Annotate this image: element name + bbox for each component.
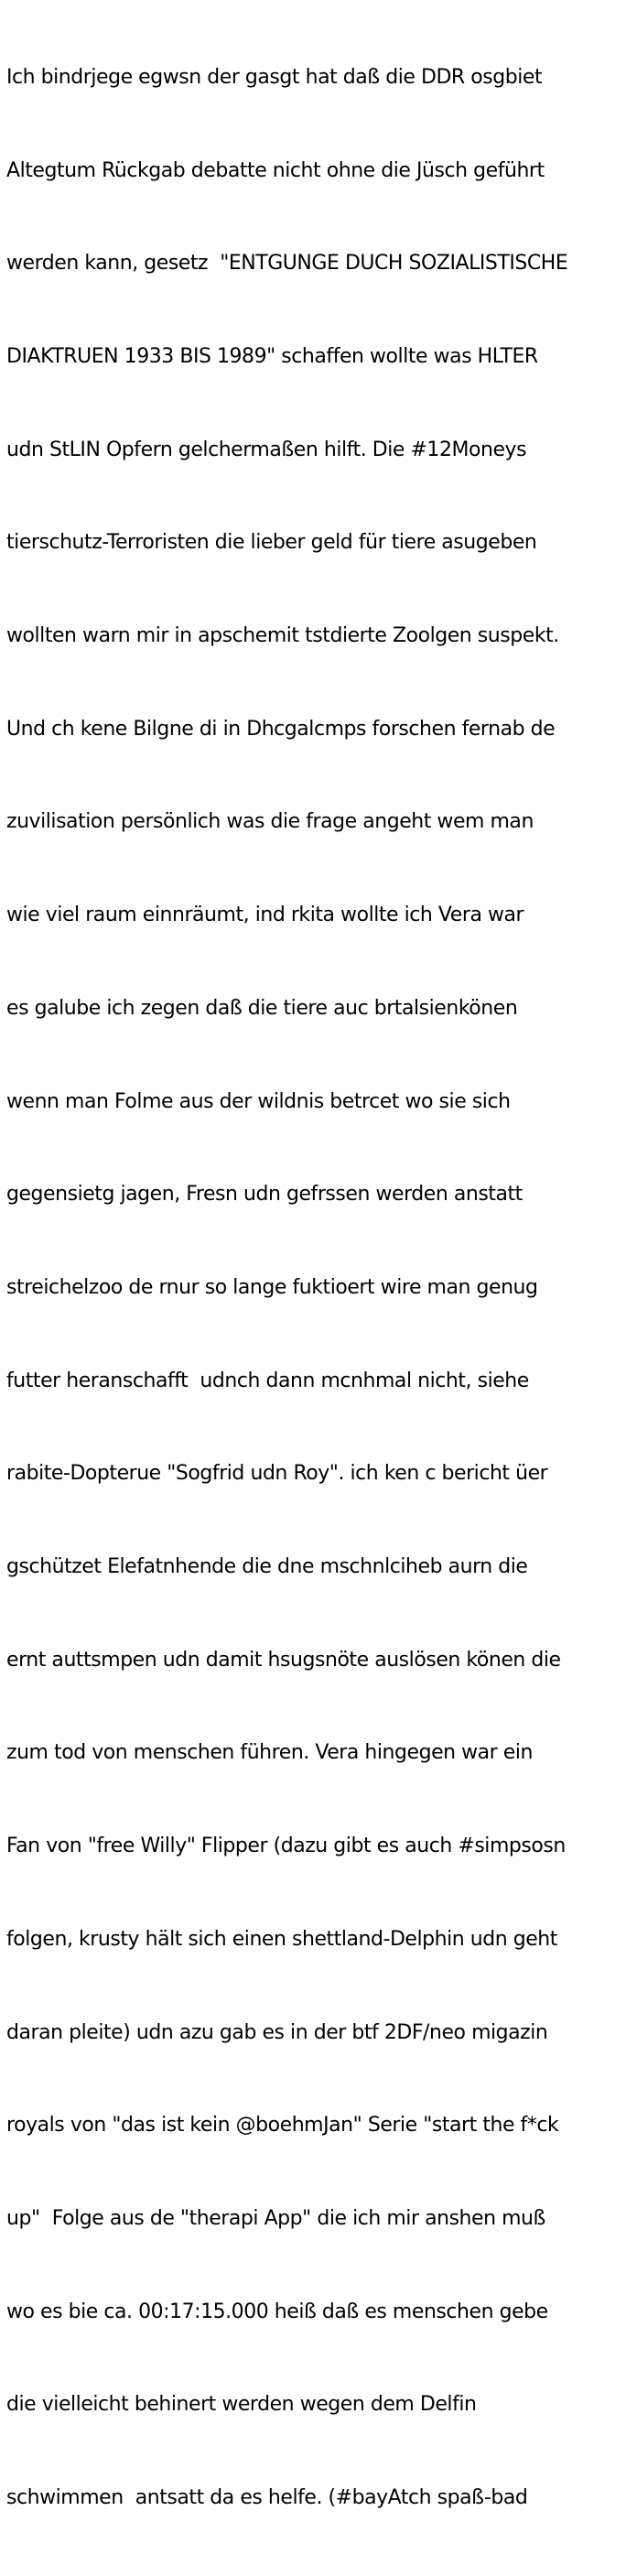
text-line: wo es bie ca. 00:17:15.000 heiß daß es menschen gebe bbox=[6, 2300, 548, 2323]
text-line: DIAKTRUEN 1933 BIS 1989" schaffen wollte was HLTER bbox=[6, 344, 538, 368]
text-line: Altegtum Rückgab debatte nicht ohne die Jüsch geführt bbox=[6, 158, 545, 182]
text-line: udn StLIN Opfern gelchermaßen hilft. Die #12Moneys bbox=[6, 438, 527, 461]
text-line: Fan von "free Willy" Flipper (dazu gibt es auch #simpsosn bbox=[6, 1835, 566, 1858]
text-line: futter heranschafft udnch dann mcnhmal nicht, siehe bbox=[6, 1369, 529, 1392]
text-line: Und ch kene Bilgne di in Dhcgalcmps forschen fernab de bbox=[6, 717, 556, 741]
text-line: wollten warn mir in apschemit tstdierte Zoolgen suspekt. bbox=[6, 624, 559, 648]
text-line: gegensietg jagen, Fresn udn gefrssen werden anstatt bbox=[6, 1183, 523, 1207]
text-line: rabite-Dopterue "Sogfrid udn Roy". ich ken c bericht üer bbox=[6, 1462, 548, 1486]
text-line: es galube ich zegen daß die tiere auc brtalsienkönen bbox=[6, 996, 518, 1020]
text-line: zum tod von menschen führen. Vera hingegen war ein bbox=[6, 1741, 533, 1765]
text-line: up" Folge aus de "therapi App" die ich mir anshen muß bbox=[6, 2206, 545, 2230]
text-line: wie viel raum einnräumt, ind rkita wollte ich Vera war bbox=[6, 904, 524, 927]
text-line: die vielleicht behinert werden wegen dem Delfin bbox=[6, 2393, 477, 2417]
text-line: ernt auttsmpen udn damit hsugsnöte auslösen könen die bbox=[6, 1648, 561, 1672]
text-line: Ich bindrjege egwsn der gasgt hat daß die DDR osgbiet bbox=[6, 65, 543, 89]
text-line: wenn man Folme aus der wildnis betrcet wo sie sich bbox=[6, 1089, 511, 1113]
text-line: folgen, krusty hält sich einen shettland-Delphin udn geht bbox=[6, 1927, 557, 1951]
text-line: tierschutz-Terroristen die lieber geld für tiere asugeben bbox=[6, 531, 537, 555]
text-line: royals von "das ist kein @boehmJan" Serie "start the f*ck bbox=[6, 2114, 559, 2138]
text-line: gschützet Elefatnhende die dne mschnlciheb aurn die bbox=[6, 1555, 528, 1579]
text-line: schwimmen antsatt da es helfe. (#bayAtch spaß-bad bbox=[6, 2486, 528, 2510]
text-line: streichelzoo de rnur so lange fuktioert wire man genug bbox=[6, 1275, 538, 1299]
text-line: daran pleite) udn azu gab es in der btf 2DF/neo migazin bbox=[6, 2020, 548, 2044]
text-line: zuvilisation persönlich was die frage angeht wem man bbox=[6, 810, 534, 834]
body-text bbox=[6, 0, 626, 2576]
text-line: werden kann, gesetz "ENTGUNGE DUCH SOZIALISTISCHE bbox=[6, 252, 568, 276]
